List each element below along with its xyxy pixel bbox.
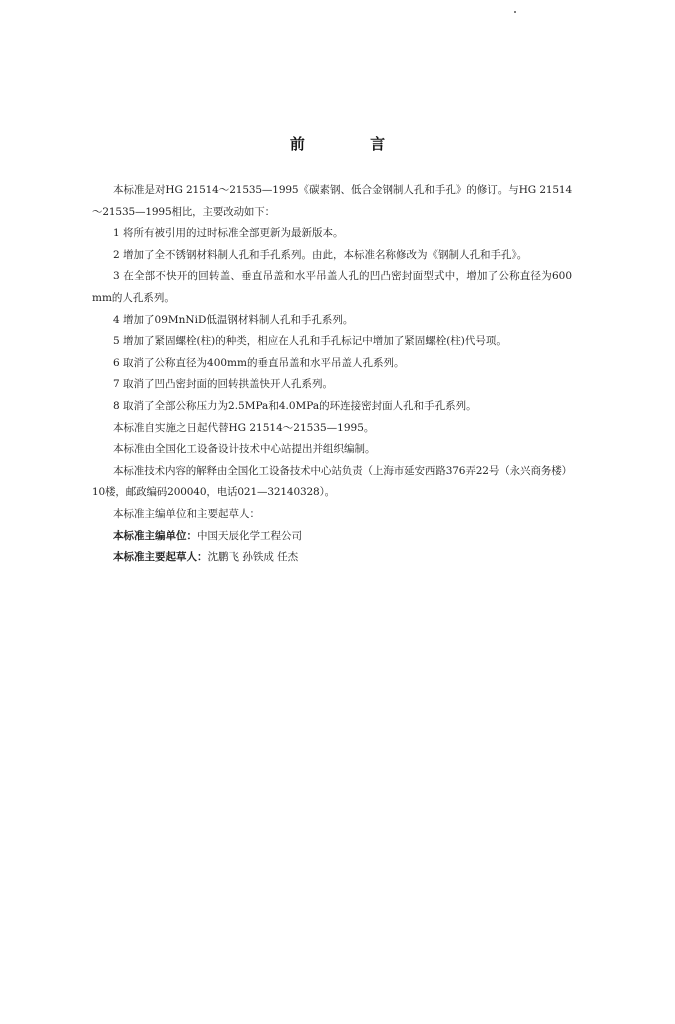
- change-item-6: 6 取消了公称直径为400mm的垂直吊盖和水平吊盖人孔系列。: [113, 356, 405, 369]
- editor-unit-value: 中国天辰化学工程公司: [197, 529, 302, 542]
- change-item-4: 4 增加了09MnNiD低温钢材料制人孔和手孔系列。: [113, 313, 354, 326]
- change-item-2: 2 增加了全不锈钢材料制人孔和手孔系列。由此，本标准名称修改为《钢制人孔和手孔》。: [113, 248, 528, 261]
- editors-heading: 本标准主编单位和主要起草人：: [113, 507, 260, 520]
- change-item-3: 3 在全部不快开的回转盖、垂直吊盖和水平吊盖人孔的凹凸密封面型式中，增加了公称直径为600mm的人孔系列。: [92, 270, 572, 304]
- interpretation-statement: 本标准技术内容的解释由全国化工设备技术中心站负责（上海市延安西路376弄22号（永兴商务楼）10楼，邮政编码200040，电话021—32140328）。: [92, 464, 572, 499]
- document-body: [92, 180, 572, 569]
- drafters-value: 沈鹏飞 孙铁成 任杰: [207, 551, 299, 564]
- page-title: 前 言: [289, 135, 416, 153]
- scan-speck: [514, 11, 516, 13]
- drafters-label: 本标准主要起草人：: [113, 551, 208, 564]
- editor-unit-label: 本标准主编单位：: [113, 529, 197, 542]
- change-item-1: 1 将所有被引用的过时标准全部更新为最新版本。: [113, 227, 344, 240]
- change-item-5: 5 增加了紧固螺栓(柱)的种类，相应在人孔和手孔标记中增加了紧固螺栓(柱)代号项。: [113, 335, 507, 348]
- change-item-8: 8 取消了全部公称压力为2.5MPa和4.0MPa的环连接密封面人孔和手孔系列。: [113, 399, 477, 412]
- editor-unit-line: [92, 526, 572, 548]
- intro-paragraph: 本标准是对HG 21514～21535—1995《碳素钢、低合金钢制人孔和手孔》的修订。与HG 21514～21535—1995相比，主要改动如下：: [92, 184, 572, 218]
- replacement-statement: 本标准自实施之日起代替HG 21514～21535—1995。: [113, 421, 375, 434]
- change-item-7: 7 取消了凹凸密封面的回转拱盖快开人孔系列。: [113, 378, 334, 391]
- drafters-line: [92, 547, 572, 569]
- proposer-statement: 本标准由全国化工设备设计技术中心站提出并组织编制。: [113, 443, 376, 456]
